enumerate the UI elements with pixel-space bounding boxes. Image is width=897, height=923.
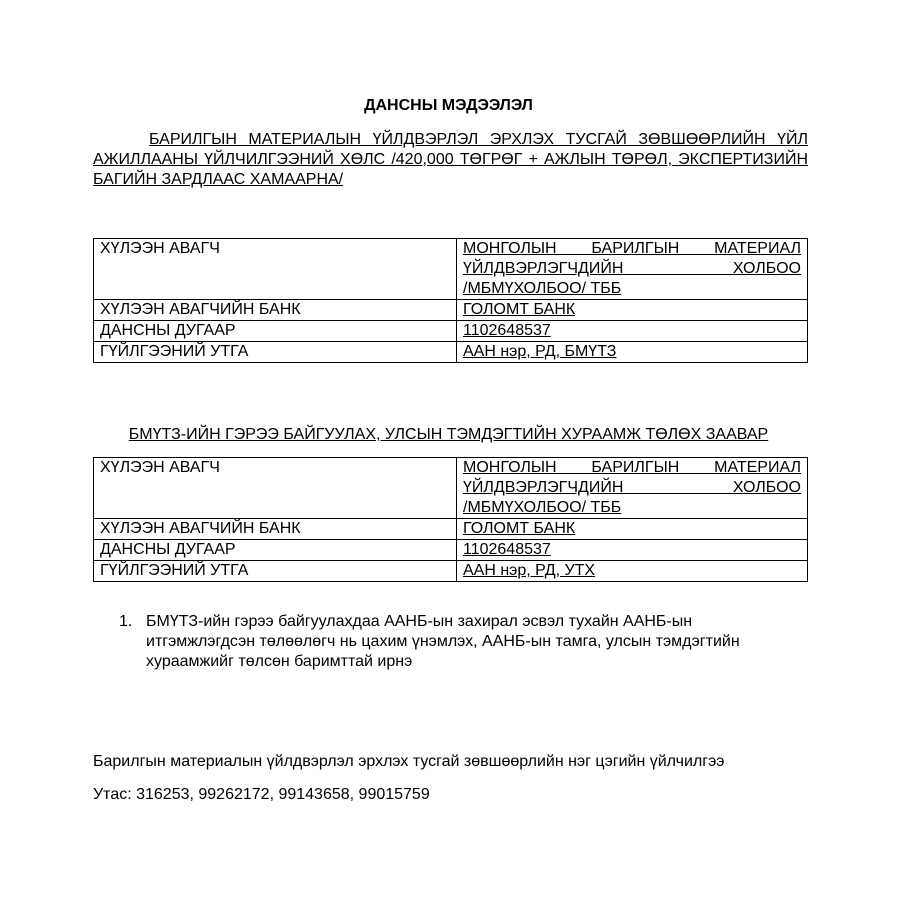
list-item-number: 1. — [119, 613, 133, 630]
contact-phones: Утас: 316253, 99262172, 99143658, 99015759 — [93, 786, 430, 803]
list-item: БМҮТЗ-ийн гэрээ байгуулахдаа ААНБ-ын захирал эсвэл тухайн ААНБ-ын итгэмжлэгдсэн төлөөлөгч нь цахим үнэмлэх, ААНБ-ын тамга, улсын тэмдэгтийн хураамжийг төлсөн баримттай ирнэ — [146, 613, 740, 670]
table-row — [94, 300, 808, 321]
service-fee-heading: БАРИЛГЫН МАТЕРИАЛЫН ҮЙЛДВЭРЛЭЛ ЭРХЛЭХ ТУСГАЙ ЗӨВШӨӨРЛИЙН ҮЙЛ АЖИЛЛААНЫ ҮЙЛЧИЛГЭЭНИЙ ХӨЛС /420,000 ТӨГРӨГ + АЖЛЫН ТӨРӨЛ, ЭКСПЕРТИЗИЙН БАГИЙН ЗАРДЛААС ХАМААРНА/ — [93, 131, 808, 188]
service-name: Барилгын материалын үйлдвэрлэл эрхлэх тусгай зөвшөөрлийн нэг цэгийн үйлчилгээ — [93, 753, 725, 770]
account-number-label: ДАНСНЫ ДУГААР — [94, 540, 457, 561]
recipient-label: ХҮЛЭЭН АВАГЧ — [94, 458, 457, 519]
table-row — [94, 519, 808, 540]
recipient-value-line1: МОНГОЛЫН БАРИЛГЫН МАТЕРИАЛ — [463, 240, 801, 257]
contract-account-table — [93, 457, 808, 582]
account-number-value: 1102648537 — [457, 321, 808, 342]
recipient-value-line2: ҮЙЛДВЭРЛЭГЧДИЙН ХОЛБОО — [463, 479, 801, 496]
table-row — [94, 239, 808, 300]
account-number-label: ДАНСНЫ ДУГААР — [94, 321, 457, 342]
recipient-value-line2: ҮЙЛДВЭРЛЭГЧДИЙН ХОЛБОО — [463, 260, 801, 277]
bank-value: ГОЛОМТ БАНК — [457, 519, 808, 540]
table-row — [94, 540, 808, 561]
table-row — [94, 342, 808, 363]
account-info-table — [93, 238, 808, 363]
account-number-value: 1102648537 — [457, 540, 808, 561]
transaction-purpose-value: ААН нэр, РД, УТХ — [457, 561, 808, 582]
recipient-value — [457, 458, 808, 519]
recipient-value-line3: /МБМҮХОЛБОО/ ТББ — [463, 280, 622, 297]
transaction-purpose-label: ГҮЙЛГЭЭНИЙ УТГА — [94, 342, 457, 363]
table-row — [94, 321, 808, 342]
recipient-label: ХҮЛЭЭН АВАГЧ — [94, 239, 457, 300]
transaction-purpose-label: ГҮЙЛГЭЭНИЙ УТГА — [94, 561, 457, 582]
transaction-purpose-value: ААН нэр, РД, БМҮТЗ — [457, 342, 808, 363]
bank-label: ХҮЛЭЭН АВАГЧИЙН БАНК — [94, 519, 457, 540]
page-title: ДАНСНЫ МЭДЭЭЛЭЛ — [364, 97, 533, 114]
bank-value: ГОЛОМТ БАНК — [457, 300, 808, 321]
contract-instructions-heading: БМҮТЗ-ИЙН ГЭРЭЭ БАЙГУУЛАХ, УЛСЫН ТЭМДЭГТИЙН ХУРААМЖ ТӨЛӨХ ЗААВАР — [128, 426, 769, 443]
instruction-list — [119, 612, 799, 672]
recipient-value — [457, 239, 808, 300]
recipient-value-line3: /МБМҮХОЛБОО/ ТББ — [463, 499, 622, 516]
table-row — [94, 561, 808, 582]
table-row — [94, 458, 808, 519]
recipient-value-line1: МОНГОЛЫН БАРИЛГЫН МАТЕРИАЛ — [463, 459, 801, 476]
bank-label: ХҮЛЭЭН АВАГЧИЙН БАНК — [94, 300, 457, 321]
